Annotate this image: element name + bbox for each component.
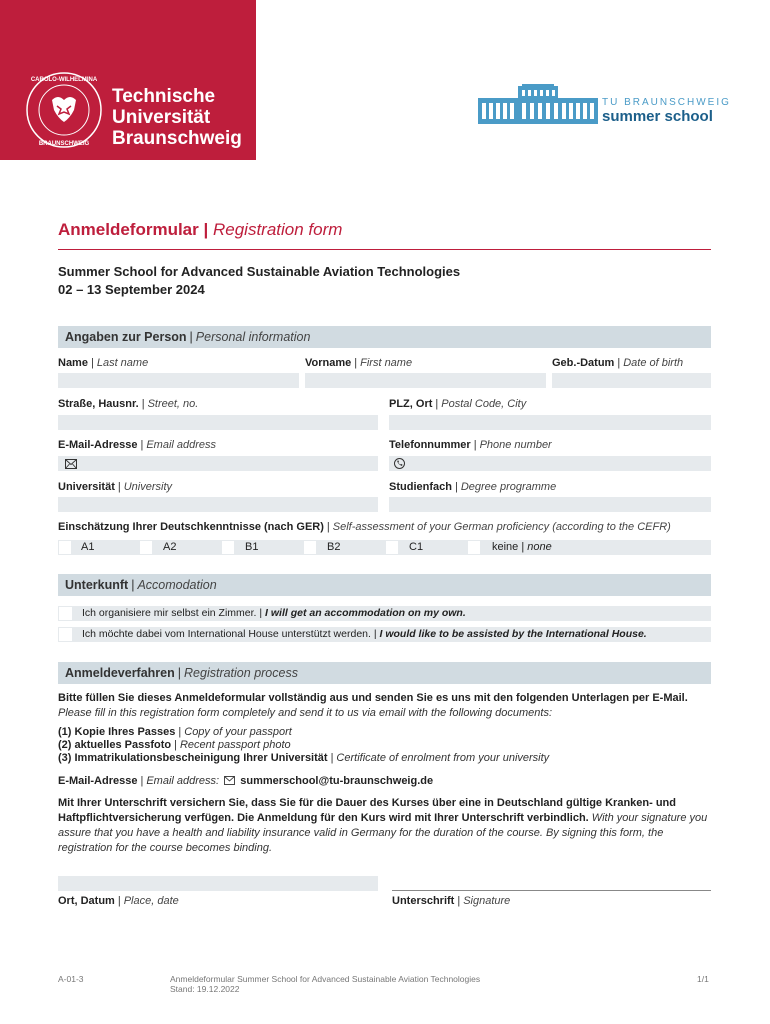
level-none-checkbox[interactable] [467, 540, 481, 555]
date-of-birth-field[interactable] [552, 373, 711, 388]
accommodation-option-self[interactable] [58, 606, 711, 621]
first-name-field[interactable] [305, 373, 546, 388]
summer-school-label-top: TU BRAUNSCHWEIG [602, 97, 731, 108]
label-university: Universität | University [58, 481, 173, 493]
level-c1-label: C1 [409, 541, 424, 553]
document-item-photo: (2) aktuelles Passfoto | Recent passport photo [58, 739, 291, 751]
level-b1-checkbox[interactable] [221, 540, 235, 555]
label-first-name: Vorname | First name [305, 357, 413, 369]
accommodation-self-checkbox[interactable] [58, 606, 73, 621]
label-email: E-Mail-Adresse | Email address [58, 439, 217, 451]
level-a1-label: A1 [81, 541, 95, 553]
label-place-date: Ort, Datum | Place, date [58, 895, 179, 907]
level-none-label: keine | none [492, 541, 552, 553]
contact-email-link[interactable]: summerschool@tu-braunschweig.de [240, 775, 434, 787]
contact-email-line: E-Mail-Adresse | Email address: summerschool@tu-braunschweig.de [58, 775, 434, 787]
section-personal-information: Angaben zur Person | Personal information [58, 326, 711, 348]
envelope-icon [65, 459, 77, 469]
accommodation-self-label: Ich organisiere mir selbst ein Zimmer. | I will get an accommodation on my own. [82, 607, 466, 619]
signature-line[interactable] [392, 890, 711, 891]
form-title: Anmeldeformular | Registration form [58, 220, 343, 239]
level-a1-checkbox[interactable] [58, 540, 72, 555]
title-divider [58, 249, 711, 250]
phone-field[interactable] [389, 456, 711, 471]
level-b2-label: B2 [327, 541, 341, 553]
envelope-icon [224, 776, 235, 785]
level-b1-label: B1 [245, 541, 259, 553]
label-date-of-birth: Geb.-Datum | Date of birth [552, 357, 684, 369]
university-name: Technische Universität Braunschweig [112, 86, 242, 149]
required-documents-list [58, 726, 713, 765]
level-b2-checkbox[interactable] [303, 540, 317, 555]
degree-field[interactable] [389, 497, 711, 512]
label-degree: Studienfach | Degree programme [389, 481, 557, 493]
level-a2-checkbox[interactable] [139, 540, 153, 555]
label-last-name: Name | Last name [58, 357, 149, 369]
registration-instructions: Bitte füllen Sie dieses Anmeldeformular vollständig aus und senden Sie es uns mit den folgenden Unterlagen per E-Mail. Please fill in this registration form completely and send it to us via email with the following documents: [58, 692, 688, 719]
footer-description: Anmeldeformular Summer School for Advanced Sustainable Aviation Technologies Stand: 19.12.2022 [170, 974, 481, 994]
label-phone: Telefonnummer | Phone number [389, 439, 552, 451]
document-item-passport: (1) Kopie Ihres Passes | Copy of your passport [58, 726, 292, 738]
section-accommodation: Unterkunft | Accomodation [58, 574, 711, 596]
level-c1-checkbox[interactable] [385, 540, 399, 555]
document-item-enrolment: (3) Immatrikulationsbescheinigung Ihrer Universität | Certificate of enrolment from your university [58, 752, 550, 764]
label-postal-city: PLZ, Ort | Postal Code, City [389, 398, 527, 410]
last-name-field[interactable] [58, 373, 299, 388]
svg-text:BRAUNSCHWEIG: BRAUNSCHWEIG [38, 141, 90, 147]
accommodation-assisted-label: Ich möchte dabei vom International House unterstützt werden. | I would like to be assisted by the International House. [82, 628, 647, 640]
label-german-proficiency: Einschätzung Ihrer Deutschkenntnisse (nach GER) | Self-assessment of your German proficiency (according to the CEFR) [58, 521, 671, 533]
summer-school-label: summer school [602, 108, 713, 125]
street-field[interactable] [58, 415, 378, 430]
svg-text:CAROLO-WILHELMINA: CAROLO-WILHELMINA [30, 77, 98, 83]
university-field[interactable] [58, 497, 378, 512]
accommodation-option-assisted[interactable] [58, 627, 711, 642]
course-title: Summer School for Advanced Sustainable Aviation Technologies 02 – 13 September 2024 [58, 264, 461, 297]
phone-icon [394, 458, 405, 469]
level-a2-label: A2 [163, 541, 177, 553]
page-number: 1/1 [697, 974, 709, 984]
email-field[interactable] [58, 456, 378, 471]
university-logo-block [0, 0, 256, 160]
place-date-field[interactable] [58, 876, 378, 891]
accommodation-assisted-checkbox[interactable] [58, 627, 73, 642]
postal-city-field[interactable] [389, 415, 711, 430]
university-seal-icon [24, 70, 104, 150]
document-code: A-01-3 [58, 974, 84, 984]
label-street: Straße, Hausnr. | Street, no. [58, 398, 199, 410]
insurance-declaration: Mit Ihrer Unterschrift versichern Sie, dass Sie für die Dauer des Kurses über eine in Deutschland gültige Kranken- und Haftpflichtversicherung verfügen. Die Anmeldung für den Kurs wird mit Ihrer Unterschrift verbindlich. With your signature you assure that you have a health and liability insurance valid in Germany for the duration of the course. By signing this form, the registration for the course becomes binding. [58, 797, 708, 854]
label-signature: Unterschrift | Signature [392, 895, 511, 907]
section-registration-process: Anmeldeverfahren | Registration process [58, 662, 711, 684]
